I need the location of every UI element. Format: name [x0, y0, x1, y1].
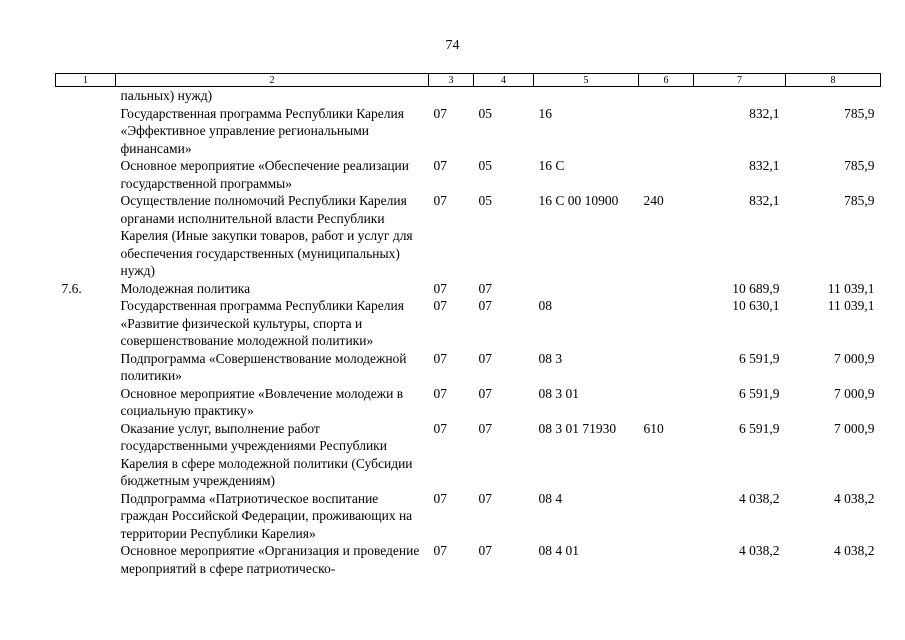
header-col-3: 3: [429, 74, 474, 87]
row-amount-year1: 832,1: [749, 158, 780, 173]
row-amount-year1: 6 591,9: [739, 350, 780, 366]
row-number: [56, 87, 116, 105]
header-col-5: 5: [534, 74, 639, 87]
row-amount-year1: 10 630,1: [732, 298, 780, 313]
table-row: [56, 350, 881, 385]
page-number: 74: [445, 38, 460, 53]
table-row: [56, 420, 881, 490]
row-amount-year1: 10 689,9: [732, 280, 780, 296]
row-number: 7.6.: [61, 280, 82, 296]
table-row: [56, 297, 881, 350]
row-amount-year1: [694, 87, 786, 105]
table-row: [56, 87, 881, 105]
table-row: [56, 385, 881, 420]
row-name: Основное мероприятие «Организация и проведение мероприятий в сфере патриотическо-: [120, 543, 420, 576]
row-expense-type: [639, 280, 694, 298]
row-subsection-code: 07: [478, 543, 492, 558]
row-subsection-code: 07: [478, 280, 492, 296]
row-number: [56, 192, 116, 280]
row-expense-type: [639, 490, 694, 543]
row-target-article: [534, 87, 639, 105]
row-subsection-code: 05: [478, 158, 492, 173]
row-subsection-code: [474, 87, 534, 105]
row-amount-year2: 785,9: [844, 158, 875, 173]
row-amount-year2: 785,9: [844, 193, 875, 208]
row-amount-year2: 7 000,9: [834, 385, 875, 401]
row-section-code: 07: [433, 490, 447, 506]
row-number: [56, 420, 116, 490]
row-expense-type: [639, 87, 694, 105]
header-row: [56, 74, 881, 87]
row-name: Государственная программа Республики Карелия «Развитие физической культуры, спорта и совершенствование молодежной политики»: [120, 298, 404, 348]
row-expense-type: [639, 385, 694, 420]
row-name: Подпрограмма «Совершенствование молодежной политики»: [120, 350, 407, 383]
row-expense-type: [639, 105, 694, 158]
budget-table: [55, 73, 881, 577]
row-target-article: 16 С: [538, 158, 565, 173]
row-number: [56, 105, 116, 158]
row-number: [56, 157, 116, 192]
header-col-4: 4: [474, 74, 534, 87]
row-amount-year2: 11 039,1: [827, 280, 875, 296]
row-number: [56, 350, 116, 385]
row-amount-year2: 4 038,2: [834, 490, 875, 506]
row-expense-type: [639, 542, 694, 577]
row-subsection-code: 07: [478, 420, 492, 436]
row-name: Подпрограмма «Патриотическое воспитание граждан Российской Федерации, проживающих на территории Республики Карелия»: [120, 490, 413, 541]
row-subsection-code: 07: [478, 350, 492, 366]
row-name: Оказание услуг, выполнение работ государственными учреждениями Республики Карелия в сфере молодежной политики (Субсидии бюджетным учреждениям): [120, 420, 413, 488]
table-row: [56, 280, 881, 298]
row-target-article: 16 С 00 10900: [538, 193, 619, 208]
row-subsection-code: 07: [478, 385, 492, 401]
header-col-1: 1: [56, 74, 116, 87]
row-subsection-code: 05: [478, 193, 492, 208]
row-section-code: 07: [433, 158, 447, 173]
header-col-2: 2: [116, 74, 429, 87]
row-amount-year1: 6 591,9: [739, 420, 780, 436]
row-amount-year1: 6 591,9: [739, 385, 780, 401]
row-expense-type: [639, 297, 694, 350]
table-header: [56, 74, 881, 87]
row-number: [56, 542, 116, 577]
row-expense-type: 610: [643, 420, 664, 436]
row-target-article: 08 4: [538, 490, 563, 506]
row-amount-year2: 11 039,1: [827, 298, 875, 313]
row-amount-year1: 832,1: [749, 105, 780, 121]
row-amount-year2: 4 038,2: [834, 543, 875, 558]
row-section-code: 07: [433, 193, 447, 208]
table-row: [56, 105, 881, 158]
table-row: [56, 157, 881, 192]
row-number: [56, 385, 116, 420]
table-row: [56, 192, 881, 280]
row-name: Основное мероприятие «Вовлечение молодежи в социальную практику»: [120, 385, 404, 418]
row-expense-type: [639, 157, 694, 192]
row-target-article: 08 3 01 71930: [538, 420, 617, 436]
row-section-code: 07: [433, 105, 447, 121]
row-section-code: 07: [433, 350, 447, 366]
row-target-article: [534, 280, 639, 298]
row-target-article: 16: [538, 105, 552, 121]
row-target-article: 08: [538, 298, 552, 313]
row-name: Молодежная политика: [120, 280, 251, 296]
row-amount-year2: [786, 87, 881, 105]
row-section-code: 07: [433, 543, 447, 558]
row-amount-year2: 785,9: [844, 105, 875, 121]
row-amount-year2: 7 000,9: [834, 420, 875, 436]
table-body: [56, 87, 881, 578]
row-name: Осуществление полномочий Республики Карелия органами исполнительной власти Республики Карелия (Иные закупки товаров, работ и услуг для обеспечения государственных (муниципальных) нужд): [120, 193, 413, 278]
row-number: [56, 297, 116, 350]
row-subsection-code: 07: [478, 490, 492, 506]
row-section-code: 07: [433, 280, 447, 296]
row-expense-type: 240: [643, 193, 664, 208]
row-section-code: [429, 87, 474, 105]
row-section-code: 07: [433, 420, 447, 436]
row-amount-year1: 4 038,2: [739, 543, 780, 558]
header-col-7: 7: [694, 74, 786, 87]
row-name: пальных) нужд): [120, 88, 213, 103]
row-amount-year1: 832,1: [749, 193, 780, 208]
row-name: Государственная программа Республики Карелия «Эффективное управление региональными финансами»: [120, 105, 404, 156]
row-section-code: 07: [433, 298, 447, 313]
row-name: Основное мероприятие «Обеспечение реализации государственной программы»: [120, 158, 409, 191]
row-amount-year1: 4 038,2: [739, 490, 780, 506]
header-col-8: 8: [786, 74, 881, 87]
row-target-article: 08 3: [538, 350, 563, 366]
row-target-article: 08 3 01: [538, 385, 579, 401]
row-number: [56, 490, 116, 543]
table-row: [56, 542, 881, 577]
row-target-article: 08 4 01: [538, 543, 579, 558]
table-row: [56, 490, 881, 543]
row-subsection-code: 07: [478, 298, 492, 313]
row-subsection-code: 05: [478, 105, 492, 121]
row-amount-year2: 7 000,9: [834, 350, 875, 366]
header-col-6: 6: [639, 74, 694, 87]
row-expense-type: [639, 350, 694, 385]
row-section-code: 07: [433, 385, 447, 401]
